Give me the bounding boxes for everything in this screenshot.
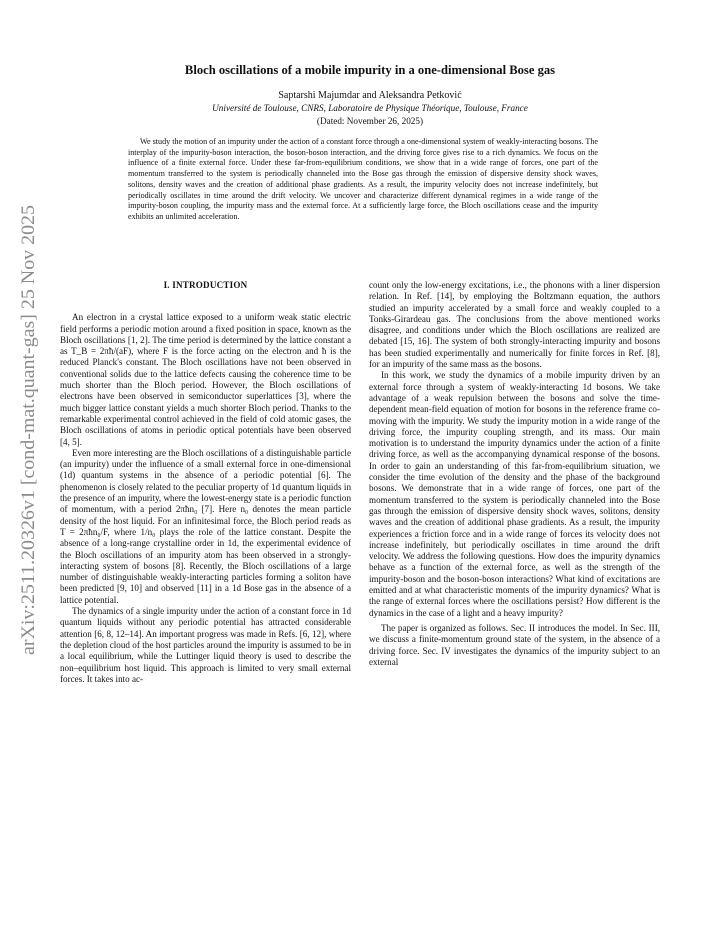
paper-title: Bloch oscillations of a mobile impurity in a one-dimensional Bose gas: [184, 63, 556, 77]
section-heading-introduction: I. INTRODUCTION: [163, 280, 248, 290]
intro-paragraph-5: The paper is organized as follows. Sec. II introduces the model. In Sec. III, we discuss a finite-momentum ground state of the system, in the absence of a driving force. Sec. IV investigates the dynamics of the impurity subject to an external: [369, 622, 660, 667]
right-column: [369, 280, 660, 910]
paper-date: (Dated: November 26, 2025): [316, 116, 424, 126]
intro-paragraph-1: An electron in a crystal lattice exposed to a uniform weak static electric field performs a periodic motion around a fixed position in space, known as the Bloch oscillations [1, 2]. The time period is determined by the lattice constant a as T_B = 2πħ/(aF), where F is the force acting on the electron and ħ is the reduced Planck's constant. The Bloch oscillations have not been observed in conventional solids due to the lattice defects causing the coherence time to be much shorter than the Bloch period. However, the Bloch oscillations of electrons have been observed in semiconductor superlattices [3], where the much bigger lattice constant yields a much shorter Bloch period. Thanks to the remarkable experimental control achieved in the field of cold atomic gases, the Bloch oscillations of atoms in periodic optical potentials have been observed [4, 5].: [60, 312, 351, 447]
left-column: [60, 280, 351, 910]
arxiv-stamp-text: arXiv:2511.20326v1 [cond-mat.quant-gas] 25 Nov 2025: [18, 221, 39, 655]
intro-paragraph-continued: count only the low-energy excitations, i.e., the phonons with a liner dispersion relation. In Ref. [14], by employing the Boltzmann equation, the authors studied an impurity accelerated by a small force and weakly coupled to a Tonks-Girardeau gas. The conclusions from the above mentioned works disagree, and conditions under which the Bloch oscillations are realized are debated [15, 16]. The system of both strongly-interacting impurity and bosons has been studied experimentally and numerically for finite forces in Ref. [8], for an impurity of the same mass as the bosons.: [369, 280, 660, 370]
arxiv-identifier-stamp: [8, 0, 52, 932]
paper-affiliation: Université de Toulouse, CNRS, Laboratoire de Physique Théorique, Toulouse, France: [212, 103, 528, 113]
paper-authors: Saptarshi Majumdar and Aleksandra Petković: [278, 90, 462, 101]
intro-paragraph-2: Even more interesting are the Bloch oscillations of a distinguishable particle (an impurity) under the influence of a small external force in one-dimensional (1d) quantum systems in the absence of a periodic potential [6]. The phenomenon is closely related to the peculiar property of 1d quantum liquids in the presence of an impurity, where the lowest-energy state is a periodic function of momentum, with a period 2πħn₀ [7]. Here n₀ denotes the mean particle density of the host liquid. For an infinitesimal force, the Bloch period reads as T = 2πħn₀/F, where 1/n₀ plays the role of the lattice constant. Despite the absence of a long-range crystalline order in 1d, the experimental evidence of the Bloch oscillations of an impurity atom has been observed in a strongly-interacting system of bosons [8]. Recently, the Bloch oscillations of a large number of distinguishable weakly-interacting particles forming a soliton have been predicted [9, 10] and observed [11] in a 1d Bose gas in the absence of a lattice potential.: [60, 447, 351, 605]
intro-paragraph-3: The dynamics of a single impurity under the action of a constant force in 1d quantum liquids without any periodic potential has attracted considerable attention [6, 8, 12–14]. An important progress was made in Refs. [6, 12], where the depletion cloud of the host particles around the impurity is assumed to be in a local equilibrium, while the Luttinger liquid theory is used to describe the non–equilibrium host liquid. This approach is limited to very small external forces. It takes into ac-: [60, 606, 351, 684]
paper-abstract: We study the motion of an impurity under the action of a constant force through a one-dimensional system of weakly-interacting bosons. The interplay of the impurity-boson interaction, the boson-boson interaction, and the driving force gives rise to a rich dynamics. We focus on the influence of a finite external force. Under these far-from-equilibrium conditions, we show that in a wide range of forces, one part of the momentum transferred to the system is periodically channeled into the Bose gas through the emission of dispersive density shock waves, solitons, density waves and the creation of additional phase gradients. As a result, the impurity velocity does not increase indefinitely, but periodically oscillates in time around the drift velocity. We uncover and characterize different dynamical regimes in a wide range of the impurity-boson coupling, the impurity mass and the external force. At a sufficiently large force, the Bloch oscillations cease and the impurity exhibits an unlimited acceleration.: [128, 137, 598, 221]
intro-paragraph-4: In this work, we study the dynamics of a mobile impurity driven by an external force through a system of weakly-interacting 1d bosons. We take advantage of a weak repulsion between the bosons and solve the time-dependent mean-field equation of motion for bosons in the reference frame co-moving with the impurity. We study the impurity motion in a wide range of the driving force, the impurity coupling strength, and its mass. Our main motivation is to understand the impurity dynamics under the action of a finite driving force, as well as the accompanying dynamical response of the bosons. In order to gain an understanding of this far-from-equilibrium situation, we consider the time evolution of the density and the phase of the background bosons. We demonstrate that in a wide range of forces, one part of the momentum transferred to the system is periodically channeled into the Bose gas through the emission of dispersive density shock waves, solitons, density waves and the creation of additional phase gradients. As a result, the impurity experiences a friction force and in a wide range of forces its velocity does not increase indefinitely, but periodically oscillates in time around the drift velocity. We address the following questions. How does the impurity dynamics behave as a function of the external force, as well as the strength of the impurity-boson and the boson-boson interactions? What kind of excitations are emitted and at what characteristic moments of the impurity dynamics? What is the range of external forces where the oscillations persist? How different is the dynamics in the case of a light and a heavy impurity?: [369, 370, 660, 618]
